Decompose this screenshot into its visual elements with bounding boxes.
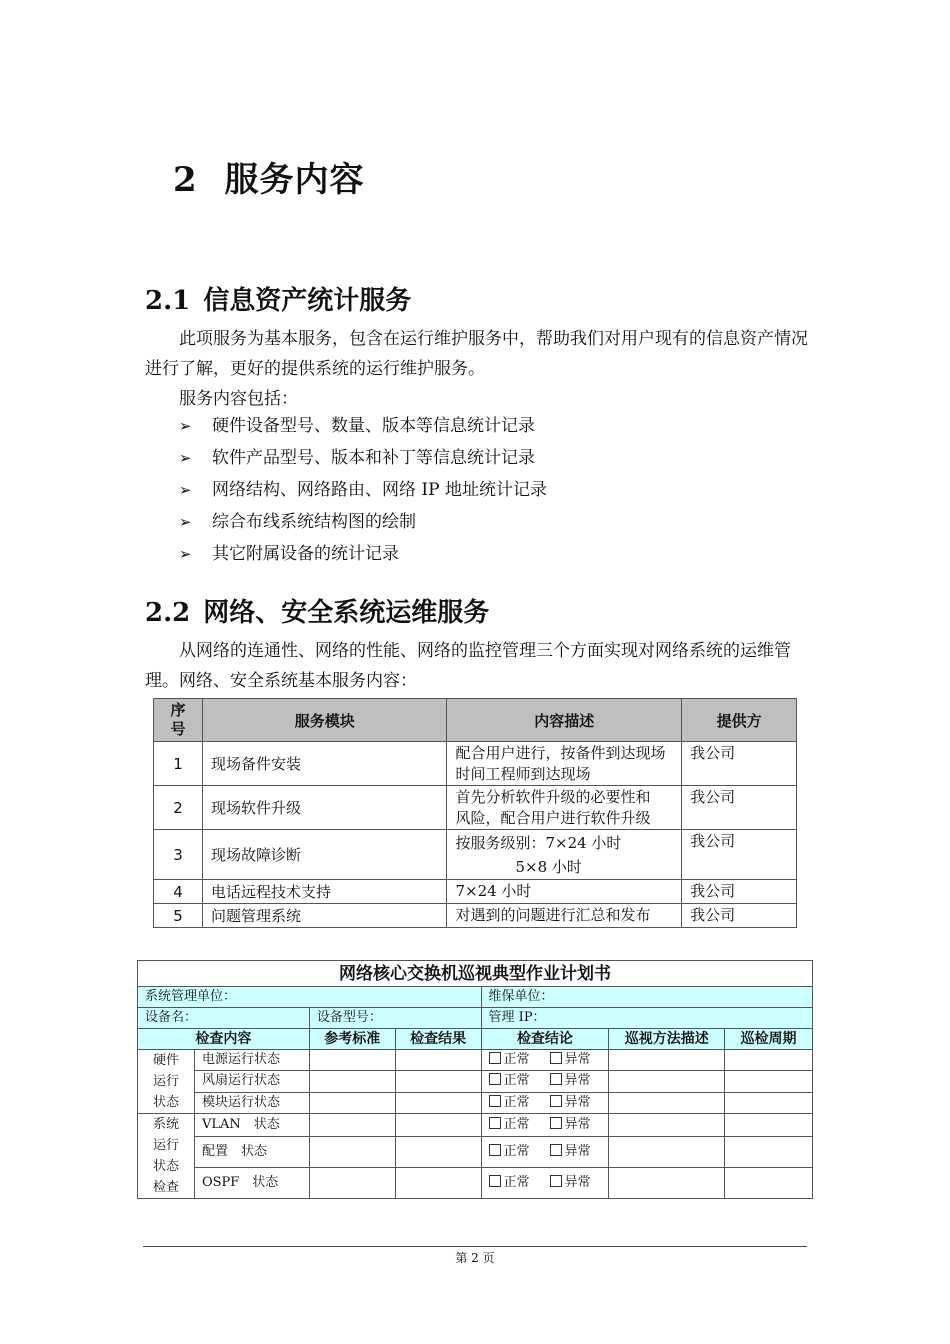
group-hardware: 硬件运行状态 — [138, 1050, 195, 1114]
checkbox-abnormal[interactable] — [550, 1073, 562, 1085]
table-row: 配置 状态 正常 异常 — [138, 1137, 813, 1168]
table-row: 风扇运行状态 正常 异常 — [138, 1071, 813, 1092]
bullet-item: ➢ 硬件设备型号、数量、版本等信息统计记录 — [179, 410, 535, 442]
page-number: 第 2 页 — [455, 1251, 495, 1265]
table-row: 3 现场故障诊断 按服务级别：7×24 小时 5×8 小时 我公司 — [154, 830, 797, 880]
footer-divider — [143, 1246, 807, 1247]
checkbox-abnormal[interactable] — [550, 1052, 562, 1064]
checkbox-normal[interactable] — [489, 1144, 501, 1156]
section-number: 2.1 — [145, 286, 191, 316]
bullet-item: ➢ 网络结构、网络路由、网络 IP 地址统计记录 — [179, 474, 547, 506]
chapter-number: 2 — [173, 160, 198, 200]
section2-paragraph: 从网络的连通性、网络的性能、网络的监控管理三个方面实现对网络系统的运维管理。网络、安全系统基本服务内容： — [145, 641, 791, 691]
header-conclusion: 检查结论 — [481, 1029, 609, 1050]
section-title: 信息资产统计服务 — [203, 286, 412, 316]
maint-unit-label: 维保单位： — [481, 987, 812, 1008]
header-provider: 提供方 — [682, 699, 797, 742]
table-row: 硬件运行状态 电源运行状态 正常 异常 — [138, 1050, 813, 1071]
checkbox-abnormal[interactable] — [550, 1117, 562, 1129]
form-title: 网络核心交换机巡视典型作业计划书 — [138, 961, 813, 987]
bullet-arrow-icon: ➢ — [179, 449, 192, 467]
checkbox-normal[interactable] — [489, 1175, 501, 1187]
header-method: 巡视方法描述 — [609, 1029, 725, 1050]
device-name-label: 设备名： — [138, 1008, 310, 1029]
bullet-arrow-icon: ➢ — [179, 417, 192, 435]
bullet-item: ➢ 综合布线系统结构图的绘制 — [179, 506, 416, 538]
checkbox-normal[interactable] — [489, 1095, 501, 1107]
bullet-item: ➢ 其它附属设备的统计记录 — [179, 538, 399, 570]
bullet-arrow-icon: ➢ — [179, 481, 192, 499]
mgmt-ip-label: 管理 IP： — [481, 1008, 812, 1029]
section-heading-2-1 — [145, 280, 411, 317]
header-check-content: 检查内容 — [138, 1029, 310, 1050]
mgmt-unit-label: 系统管理单位： — [138, 987, 482, 1008]
table-row: 2 现场软件升级 首先分析软件升级的必要性和 风险，配合用户进行软件升级 我公司 — [154, 786, 797, 830]
table-row: 1 现场备件安装 配合用户进行，按备件到达现场 时间工程师到达现场 我公司 — [154, 742, 797, 786]
section-heading-2-2 — [145, 592, 489, 629]
header-module: 服务模块 — [202, 699, 447, 742]
checkbox-normal[interactable] — [489, 1117, 501, 1129]
header-desc: 内容描述 — [447, 699, 682, 742]
bullet-item: ➢ 软件产品型号、版本和补丁等信息统计记录 — [179, 442, 535, 474]
inspection-form — [137, 960, 813, 1199]
header-standard: 参考标准 — [309, 1029, 395, 1050]
header-no: 序号 — [154, 699, 203, 742]
checkbox-abnormal[interactable] — [550, 1175, 562, 1187]
section1-paragraph: 此项服务为基本服务，包含在运行维护服务中，帮助我们对用户现有的信息资产情况进行了解，更好的提供系统的运行维护服务。 — [145, 329, 808, 379]
section1-intro: 服务内容包括： — [179, 389, 298, 409]
bullet-arrow-icon: ➢ — [179, 513, 192, 531]
bullet-arrow-icon: ➢ — [179, 545, 192, 563]
table-row: 模块运行状态 正常 异常 — [138, 1092, 813, 1113]
chapter-heading — [173, 152, 365, 201]
header-cycle: 巡检周期 — [725, 1029, 813, 1050]
checkbox-normal[interactable] — [489, 1073, 501, 1085]
service-table — [153, 698, 797, 928]
table-row: 4 电话远程技术支持 7×24 小时 我公司 — [154, 880, 797, 904]
table-row: OSPF 状态 正常 异常 — [138, 1168, 813, 1199]
table-row: 系统运行状态检查 VLAN 状态 正常 异常 — [138, 1114, 813, 1137]
checkbox-abnormal[interactable] — [550, 1095, 562, 1107]
group-system: 系统运行状态检查 — [138, 1114, 195, 1199]
section-number: 2.2 — [145, 598, 191, 628]
section-title: 网络、安全系统运维服务 — [203, 598, 490, 628]
header-result: 检查结果 — [395, 1029, 481, 1050]
chapter-title: 服务内容 — [224, 160, 365, 200]
device-model-label: 设备型号： — [309, 1008, 481, 1029]
checkbox-abnormal[interactable] — [550, 1144, 562, 1156]
table-row: 5 问题管理系统 对遇到的问题进行汇总和发布 我公司 — [154, 904, 797, 928]
checkbox-normal[interactable] — [489, 1052, 501, 1064]
